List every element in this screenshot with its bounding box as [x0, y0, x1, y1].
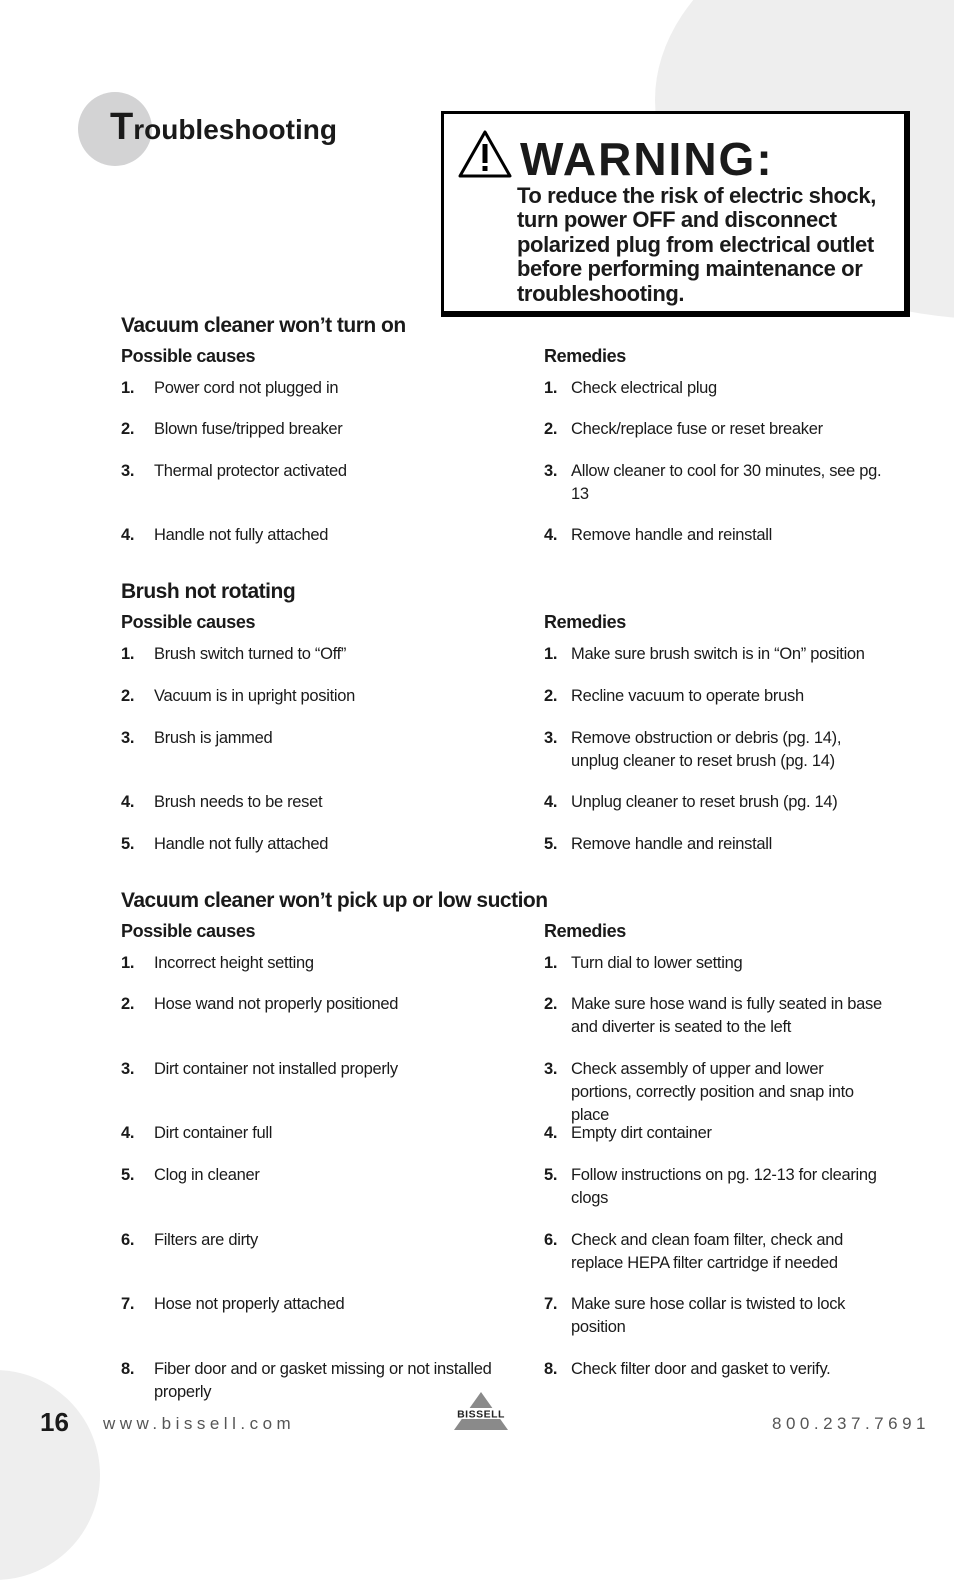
cause-text: Hose wand not properly positioned — [154, 995, 399, 1013]
cause-number: 6. — [121, 1231, 135, 1249]
cause-text: Brush is jammed — [154, 729, 273, 747]
remedy-number: 3. — [544, 729, 558, 747]
possible-causes-header: Possible causes — [121, 346, 256, 366]
cause-number: 2. — [121, 687, 135, 705]
cause-number: 4. — [121, 1124, 135, 1142]
cause-text: Thermal protector activated — [154, 462, 347, 480]
remedy-text: Check and clean foam filter, check and replace HEPA filter cartridge if needed — [571, 1231, 844, 1272]
cause-number: 5. — [121, 835, 135, 853]
cause-text: Handle not fully attached — [154, 835, 329, 853]
remedies-header: Remedies — [544, 612, 626, 632]
possible-causes-header: Possible causes — [121, 921, 256, 941]
remedy-number: 3. — [544, 1060, 558, 1078]
remedy-text: Check electrical plug — [571, 379, 717, 397]
page-number: 16 — [40, 1407, 69, 1437]
cause-text: Incorrect height setting — [154, 954, 314, 972]
remedy-text: Check assembly of upper and lower portions, correctly position and snap into place — [571, 1060, 854, 1124]
remedy-text: Follow instructions on pg. 12-13 for clearing clogs — [571, 1166, 877, 1207]
page-title-initial: T — [110, 106, 134, 148]
bissell-logo — [450, 1390, 512, 1432]
section-title: Vacuum cleaner won’t pick up or low suction — [121, 889, 548, 912]
remedy-number: 8. — [544, 1360, 558, 1378]
remedies-header: Remedies — [544, 921, 626, 941]
remedy-number: 2. — [544, 995, 558, 1013]
background-shape — [0, 1370, 100, 1580]
remedy-text: Allow cleaner to cool for 30 minutes, see pg. 13 — [571, 462, 882, 503]
cause-number: 1. — [121, 379, 135, 397]
cause-number: 8. — [121, 1360, 135, 1378]
remedy-number: 1. — [544, 379, 558, 397]
cause-text: Filters are dirty — [154, 1231, 259, 1249]
remedy-text: Unplug cleaner to reset brush (pg. 14) — [571, 793, 838, 811]
remedy-number: 7. — [544, 1295, 558, 1313]
cause-text: Clog in cleaner — [154, 1166, 260, 1184]
cause-number: 3. — [121, 462, 135, 480]
remedy-number: 1. — [544, 645, 558, 663]
warning-text: To reduce the risk of electric shock, turn power OFF and disconnect polarized plug from electrical outlet before performing maintenance or troubleshooting. — [517, 183, 876, 306]
remedy-text: Remove handle and reinstall — [571, 526, 773, 544]
svg-text:BISSELL: BISSELL — [457, 1408, 505, 1421]
cause-text: Blown fuse/tripped breaker — [154, 420, 343, 438]
section-title: Vacuum cleaner won’t turn on — [121, 314, 406, 337]
remedy-text: Empty dirt container — [571, 1124, 712, 1142]
cause-text: Power cord not plugged in — [154, 379, 339, 397]
remedies-header: Remedies — [544, 346, 626, 366]
cause-number: 3. — [121, 729, 135, 747]
cause-text: Dirt container full — [154, 1124, 273, 1142]
remedy-text: Check filter door and gasket to verify. — [571, 1360, 831, 1378]
remedy-number: 4. — [544, 793, 558, 811]
remedy-text: Recline vacuum to operate brush — [571, 687, 804, 705]
cause-number: 5. — [121, 1166, 135, 1184]
remedy-number: 4. — [544, 1124, 558, 1142]
remedy-number: 3. — [544, 462, 558, 480]
possible-causes-header: Possible causes — [121, 612, 256, 632]
page-title-rest: roubleshooting — [133, 114, 337, 145]
cause-text: Brush switch turned to “Off” — [154, 645, 347, 663]
cause-number: 2. — [121, 420, 135, 438]
cause-number: 7. — [121, 1295, 135, 1313]
remedy-number: 6. — [544, 1231, 558, 1249]
remedy-text: Make sure hose wand is fully seated in base and diverter is seated to the left — [571, 995, 882, 1036]
cause-number: 3. — [121, 1060, 135, 1078]
remedy-number: 4. — [544, 526, 558, 544]
warning-triangle-icon — [458, 129, 512, 179]
remedy-number: 2. — [544, 687, 558, 705]
remedy-text: Remove obstruction or debris (pg. 14), unplug cleaner to reset brush (pg. 14) — [571, 729, 842, 770]
footer-url: www.bissell.com — [103, 1414, 296, 1433]
cause-number: 1. — [121, 954, 135, 972]
remedy-text: Make sure brush switch is in “On” position — [571, 645, 865, 663]
cause-text: Fiber door and or gasket missing or not installed properly — [154, 1360, 492, 1401]
cause-text: Handle not fully attached — [154, 526, 329, 544]
cause-number: 4. — [121, 793, 135, 811]
cause-text: Hose not properly attached — [154, 1295, 345, 1313]
remedy-number: 5. — [544, 1166, 558, 1184]
remedy-text: Turn dial to lower setting — [571, 954, 743, 972]
cause-number: 4. — [121, 526, 135, 544]
cause-number: 1. — [121, 645, 135, 663]
cause-number: 2. — [121, 995, 135, 1013]
remedy-text: Make sure hose collar is twisted to lock position — [571, 1295, 846, 1336]
section-title: Brush not rotating — [121, 580, 296, 603]
remedy-number: 1. — [544, 954, 558, 972]
footer-phone: 800.237.7691 — [772, 1414, 930, 1433]
remedy-number: 2. — [544, 420, 558, 438]
cause-text: Vacuum is in upright position — [154, 687, 356, 705]
warning-box — [441, 111, 910, 317]
remedy-text: Remove handle and reinstall — [571, 835, 773, 853]
page-title — [110, 108, 337, 146]
cause-text: Dirt container not installed properly — [154, 1060, 398, 1078]
warning-title: WARNING: — [520, 133, 774, 185]
cause-text: Brush needs to be reset — [154, 793, 323, 811]
remedy-text: Check/replace fuse or reset breaker — [571, 420, 823, 438]
remedy-number: 5. — [544, 835, 558, 853]
